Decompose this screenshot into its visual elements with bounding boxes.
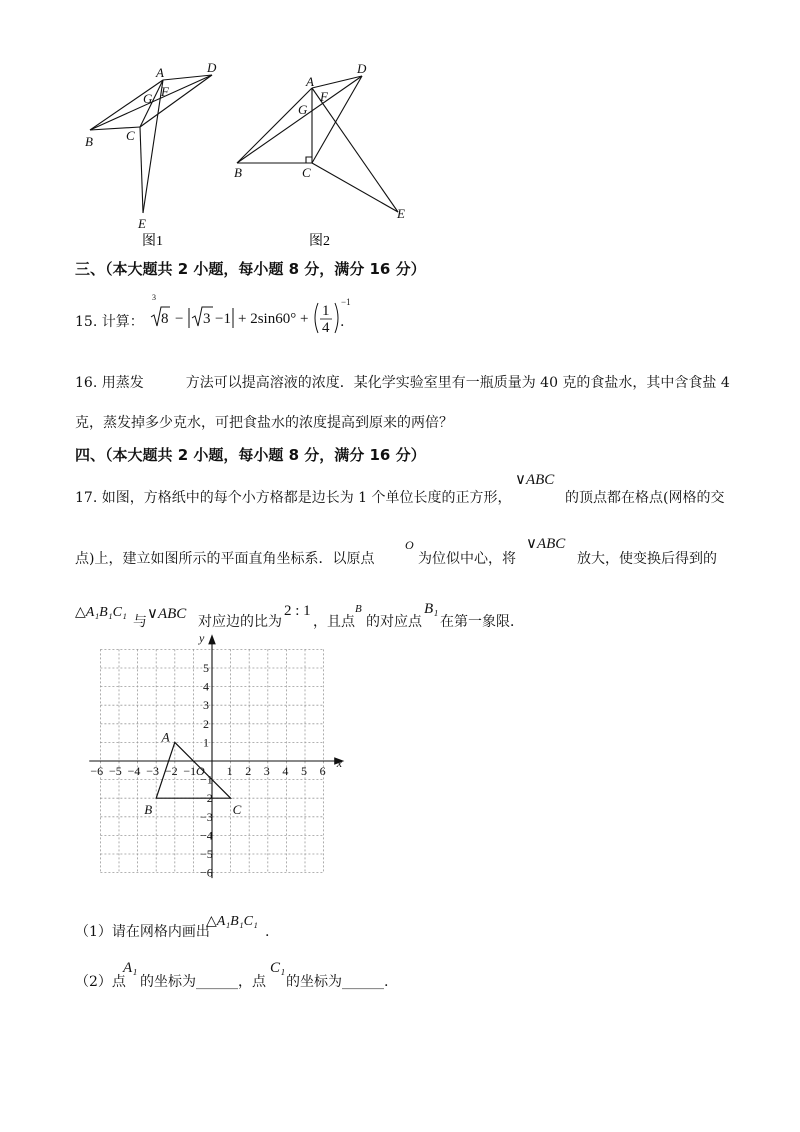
- svg-text:−: −: [175, 311, 184, 327]
- figure-2: [237, 76, 398, 212]
- y-axis-label: y: [199, 630, 205, 645]
- q15-number: 15.: [75, 314, 98, 330]
- q15-prompt-text: 计算：: [101, 314, 144, 330]
- y-tick-label: −6: [200, 865, 213, 880]
- q17-line3-text-d: 的对应点: [366, 614, 422, 630]
- origin-label: O: [196, 764, 205, 778]
- y-tick-label: −3: [200, 809, 213, 824]
- fig1-label-G: G: [143, 91, 153, 106]
- q17-line3-text-c: ，且点: [313, 614, 355, 630]
- vertex-label-B: B: [144, 802, 153, 818]
- svg-text:8: 8: [161, 311, 169, 327]
- q17-line3-text-e: 在第一象限．: [440, 614, 524, 630]
- figure-1-caption: 图1: [142, 234, 163, 249]
- fig2-label-B: B: [234, 165, 242, 180]
- q17-line3-triangle-a1b1c1: △A₁B₁C₁: [75, 605, 127, 620]
- svg-text:3: 3: [203, 311, 211, 327]
- q17-line3-text-b: 对应边的比为: [198, 614, 282, 630]
- svg-text:−1: −1: [341, 297, 351, 307]
- x-tick-label: 6: [319, 764, 326, 778]
- y-tick-label: −2: [200, 791, 213, 806]
- x-tick-label: −1: [183, 764, 197, 778]
- x-tick-label: 2: [245, 764, 252, 778]
- q17-line3-point-B1: B₁: [424, 601, 439, 617]
- x-tick-label: 5: [301, 764, 307, 778]
- fig2-label-F: F: [320, 89, 328, 104]
- fig1-label-A: A: [156, 65, 164, 80]
- fig1-label-E: E: [138, 216, 146, 231]
- y-tick-label: −4: [200, 828, 213, 843]
- x-tick-label: −4: [127, 764, 141, 778]
- fig2-label-E: E: [397, 206, 405, 221]
- fig1-label-B: B: [85, 134, 93, 149]
- x-tick-label: 4: [282, 764, 289, 778]
- q17-part2-text-c: 的坐标为______.: [286, 974, 389, 990]
- coordinate-grid: [80, 630, 360, 890]
- x-tick-label: −3: [146, 764, 159, 778]
- q17-part2-text-b: 的坐标为______，点: [140, 974, 266, 990]
- svg-text:3: 3: [152, 293, 156, 302]
- fig1-label-C: C: [126, 128, 135, 143]
- q17-line2-text-b: 为位似中心，将: [418, 551, 516, 567]
- y-tick-label: 3: [203, 698, 209, 713]
- geometry-figures: [70, 55, 440, 255]
- y-axis-arrow: [209, 636, 215, 644]
- q17-line1-text-a: 17. 如图，方格纸中的每个小方格都是边长为 1 个单位长度的正方形，: [75, 490, 512, 506]
- figure-2-caption: 图2: [309, 234, 330, 249]
- q17-line2-triangle: ∨ABC: [526, 536, 566, 552]
- q15-end: .: [340, 314, 345, 330]
- q17-line2-text-a: 点)上，建立如图所示的平面直角坐标系．以原点: [75, 551, 375, 567]
- q17-line2-text-c: 放大，使变换后得到的: [577, 551, 717, 567]
- svg-text:+ 2sin60° +: + 2sin60° +: [238, 311, 309, 327]
- fig1-label-F: F: [161, 84, 169, 99]
- q17-line2-origin: O: [405, 538, 414, 552]
- svg-text:4: 4: [322, 320, 330, 336]
- section-3-heading: 三、（本大题共 2 小题，每小题 8 分，满分 16 分）: [75, 260, 426, 278]
- fig2-label-D: D: [357, 61, 367, 76]
- q17-line3-point-B: B: [355, 603, 362, 615]
- y-tick-label: 4: [203, 679, 209, 694]
- q17-part2-point-C1: C₁: [270, 960, 286, 976]
- svg-text:−1: −1: [215, 311, 231, 327]
- q17-line1-text-b: 的顶点都在格点(网格的交: [565, 490, 725, 506]
- fig1-label-D: D: [207, 60, 217, 75]
- x-tick-label: −6: [90, 764, 104, 778]
- q17-part1-text: （1）请在网格内画出: [75, 924, 210, 940]
- q16-line-2: 克，蒸发掉多少克水，可把食盐水的浓度提高到原来的两倍？: [75, 415, 453, 431]
- q17-line1-triangle: ∨ABC: [515, 472, 555, 488]
- q17-part2-text-a: （2）点: [75, 974, 126, 990]
- vertex-label-C: C: [232, 802, 242, 818]
- q17-line3-ratio: 2 : 1: [284, 603, 311, 619]
- y-tick-label: 5: [203, 661, 209, 675]
- vertex-label-A: A: [161, 729, 170, 745]
- fig2-label-C: C: [302, 165, 311, 180]
- q15-prompt: [75, 312, 144, 332]
- q16-line-1: 16. 用蒸发 方法可以提高溶液的浓度．某化学实验室里有一瓶质量为 40 克的食盐水，其中含食盐 4: [75, 375, 730, 391]
- q17-line3-text-a: 与: [133, 614, 147, 630]
- q15-expression: [148, 293, 358, 343]
- y-tick-label: −5: [200, 847, 213, 861]
- q17-line-1: [75, 488, 512, 508]
- y-tick-label: −1: [200, 772, 213, 787]
- x-tick-label: −5: [109, 764, 122, 778]
- q17-line3-triangle-abc: ∨ABC: [147, 606, 187, 622]
- q17-part1-end: .: [265, 924, 270, 940]
- svg-text:1: 1: [322, 303, 330, 319]
- q17-part2-point-A1: A₁: [123, 960, 138, 976]
- fig2-label-G: G: [298, 102, 308, 117]
- q17-part1-triangle: △A₁B₁C₁: [206, 914, 258, 929]
- section-4-heading: 四、（本大题共 2 小题，每小题 8 分，满分 16 分）: [75, 446, 426, 464]
- x-tick-label: 3: [263, 764, 270, 778]
- x-axis-label: x: [336, 756, 343, 770]
- fig2-label-A: A: [306, 74, 314, 89]
- y-tick-label: 2: [203, 716, 209, 731]
- x-tick-label: −2: [164, 764, 178, 778]
- x-tick-label: 1: [226, 764, 233, 778]
- y-tick-label: 1: [203, 735, 209, 750]
